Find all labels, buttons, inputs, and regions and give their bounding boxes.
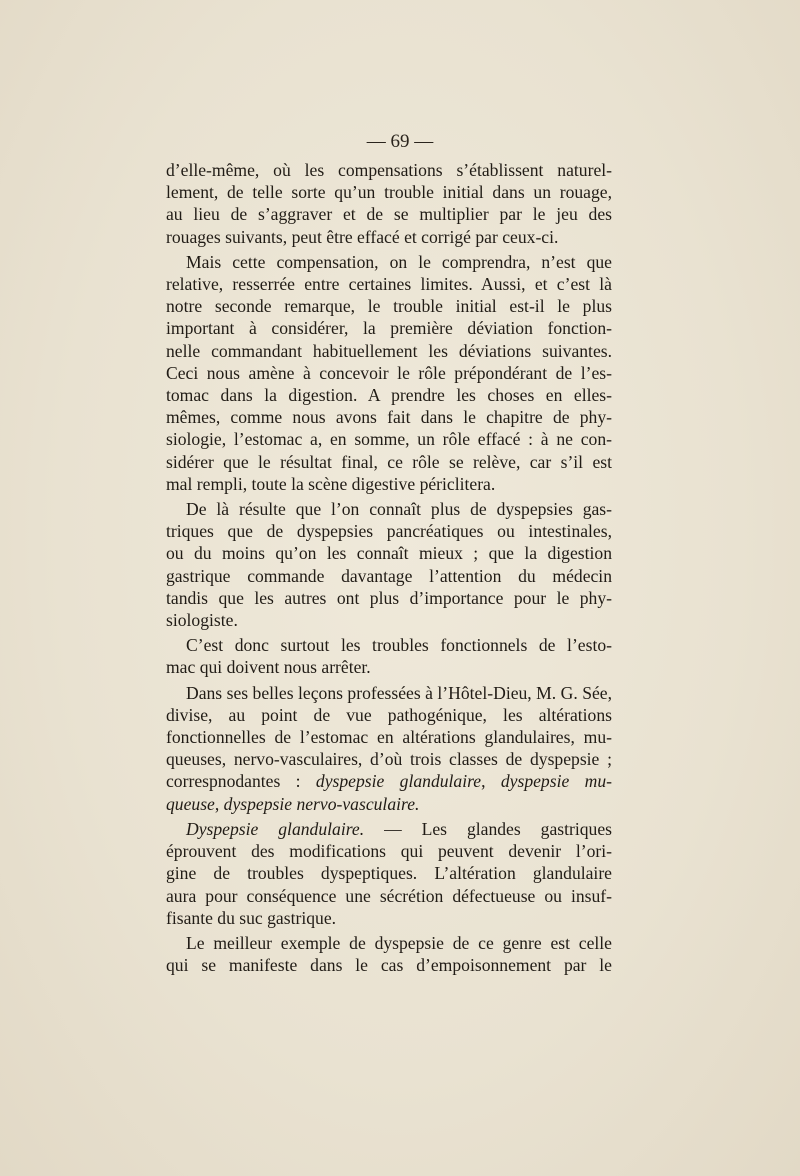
text-line: gastrique commande davantage l’attention du médecin (166, 565, 612, 586)
text-segment: correspnodantes : (166, 771, 301, 792)
italic-term: dyspepsie glandulaire (315, 771, 482, 792)
text-line: tomac dans la digestion. A prendre les choses en elles- (166, 385, 612, 406)
text-line: siologiste. (166, 610, 238, 631)
italic-term: dyspepsie mu- (500, 771, 612, 792)
text-line: d’elle-même, où les compensations s’établissent naturel- (166, 160, 612, 180)
text-line: nelle commandant habituellement les déviations suivantes. (166, 340, 612, 361)
text-line: Ceci nous amène à concevoir le rôle prépondérant de l’es- (166, 362, 612, 383)
text-line: fisante du suc gastrique. (166, 907, 337, 928)
text-line: sidérer que le résultat final, ce rôle se relève, car s’il est (166, 451, 612, 472)
text-line: queuses, nervo-vasculaires, d’où trois classes de dyspepsie ; (166, 749, 612, 770)
text-line: Mais cette compensation, on le comprendra, n’est que (186, 251, 612, 272)
punctuation: , (214, 793, 224, 814)
text-line: mêmes, comme nous avons fait dans le chapitre de phy- (166, 407, 612, 428)
text-line: tandis que les autres ont plus d’importance pour le phy- (166, 587, 612, 608)
text-line (166, 818, 612, 840)
italic-term: dyspepsie nervo-vasculaire. (223, 793, 420, 814)
text-line: mal rempli, toute la scène digestive périclitera. (166, 473, 496, 494)
text-line: au lieu de s’aggraver et de se multiplier par le jeu des (166, 204, 612, 225)
text-line: important à considérer, la première déviation fonction- (166, 318, 612, 339)
text-line: aura pour conséquence une sécrétion défectueuse ou insuf- (166, 885, 612, 906)
text-line: C’est donc surtout les troubles fonctionnels de l’esto- (186, 635, 612, 656)
text-line: divise, au point de vue pathogénique, les altérations (166, 704, 612, 725)
text-line (166, 770, 612, 792)
text-line: De là résulte que l’on connaît plus de dyspepsies gas- (186, 499, 612, 520)
text-segment: — Les glandes gastriques (384, 818, 612, 839)
italic-term: queuse (166, 793, 215, 814)
text-line: rouages suivants, peut être effacé et corrigé par ceux-ci. (166, 226, 559, 247)
text-line: ou du moins qu’on les connaît mieux ; que la digestion (166, 543, 612, 564)
text-line: Dans ses belles leçons professées à l’Hôtel-Dieu, M. G. Sée, (186, 682, 612, 703)
punctuation: , (481, 771, 501, 792)
text-line: triques que de dyspepsies pancréatiques ou intestinales, (166, 521, 612, 542)
text-line: fonctionnelles de l’estomac en altérations glandulaires, mu- (166, 727, 612, 748)
body-text (166, 159, 612, 976)
text-line: Le meilleur exemple de dyspepsie de ce genre est celle (186, 932, 612, 953)
italic-heading: Dyspepsie glandulaire. (186, 818, 365, 839)
text-line: qui se manifeste dans le cas d’empoisonnement par le (166, 955, 612, 976)
text-line: relative, resserrée entre certaines limites. Aussi, et c’est là (166, 274, 612, 295)
text-line: notre seconde remarque, le trouble initial est-il le plus (166, 296, 612, 317)
text-line: siologie, l’estomac a, en somme, un rôle effacé : à ne con- (166, 429, 612, 450)
text-line (166, 793, 612, 815)
text-line: mac qui doivent nous arrêter. (166, 657, 371, 678)
text-line: lement, de telle sorte qu’un trouble initial dans un rouage, (166, 182, 612, 203)
text-line: gine de troubles dyspeptiques. L’altération glandulaire (166, 863, 612, 884)
page-number: — 69 — (366, 131, 434, 152)
text-line: éprouvent des modifications qui peuvent devenir l’ori- (166, 841, 612, 862)
